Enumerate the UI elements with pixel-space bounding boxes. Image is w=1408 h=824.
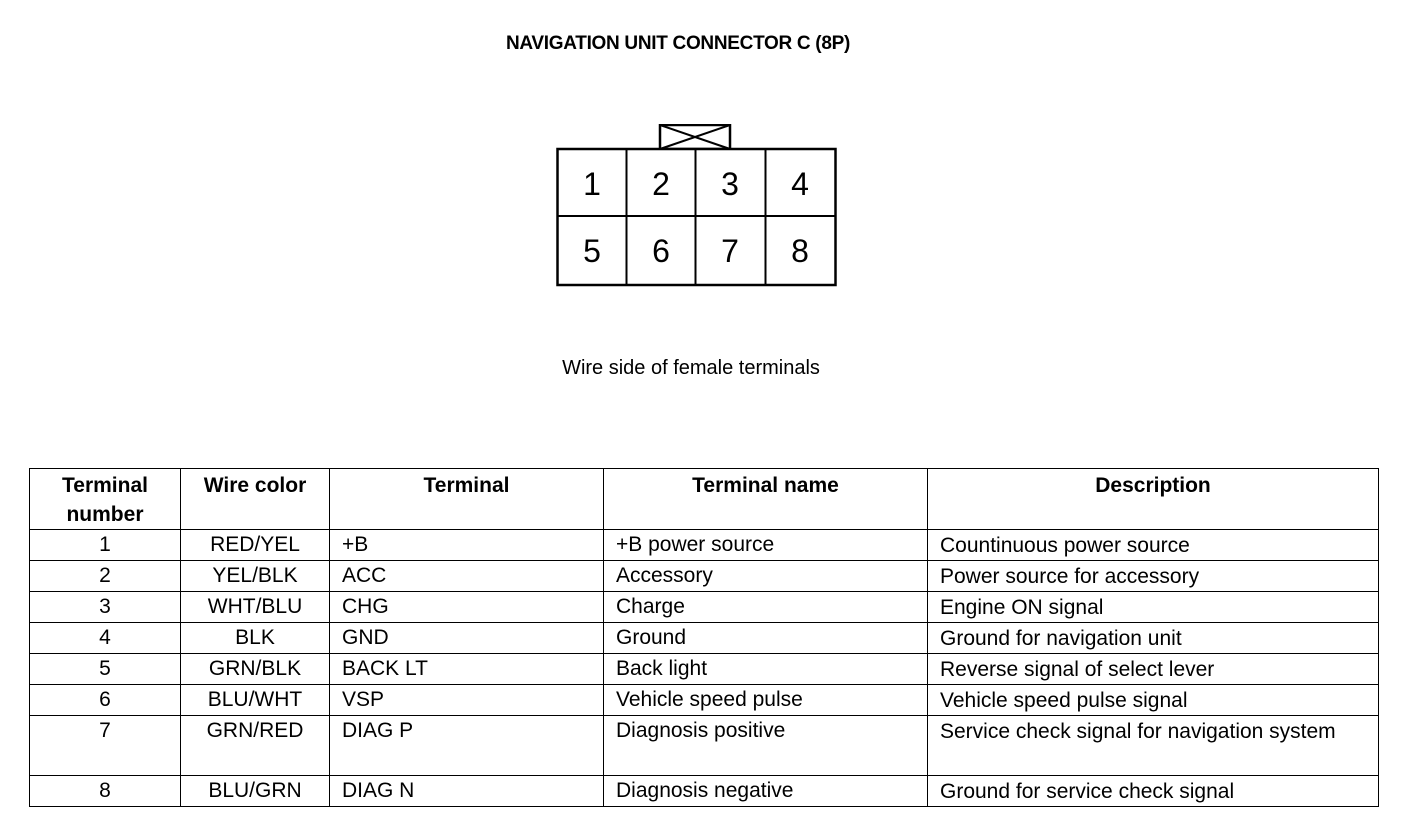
pin-8: 8 [791, 232, 809, 269]
table-row [30, 776, 1379, 807]
table-row [30, 592, 1379, 623]
cell-description: Service check signal for navigation system [928, 716, 1379, 776]
cell-number: 6 [30, 685, 181, 716]
cell-terminal-name: Ground [604, 623, 928, 654]
cell-description: Engine ON signal [928, 592, 1379, 623]
table-row [30, 623, 1379, 654]
cell-number: 3 [30, 592, 181, 623]
cell-wire-color: BLU/GRN [181, 776, 330, 807]
terminal-table [29, 468, 1379, 807]
header-description: Description [928, 469, 1379, 530]
cell-wire-color: YEL/BLK [181, 561, 330, 592]
cell-wire-color: RED/YEL [181, 530, 330, 561]
cell-terminal: BACK LT [330, 654, 604, 685]
cell-number: 5 [30, 654, 181, 685]
cell-terminal-name: Diagnosis positive [604, 716, 928, 776]
cell-terminal-name: +B power source [604, 530, 928, 561]
connector-caption: Wire side of female terminals [562, 357, 820, 379]
pin-6: 6 [652, 232, 670, 269]
page-title: NAVIGATION UNIT CONNECTOR C (8P) [505, 33, 850, 54]
cell-description: Power source for accessory [928, 561, 1379, 592]
cell-terminal-name: Vehicle speed pulse [604, 685, 928, 716]
cell-description: Vehicle speed pulse signal [928, 685, 1379, 716]
table-row [30, 685, 1379, 716]
cell-wire-color: GRN/RED [181, 716, 330, 776]
cell-number: 8 [30, 776, 181, 807]
connector-diagram [556, 124, 838, 288]
pin-1: 1 [583, 165, 601, 202]
pin-7: 7 [721, 232, 739, 269]
cell-wire-color: GRN/BLK [181, 654, 330, 685]
cell-terminal: CHG [330, 592, 604, 623]
cell-terminal-name: Accessory [604, 561, 928, 592]
pin-2: 2 [652, 165, 670, 202]
cell-wire-color: WHT/BLU [181, 592, 330, 623]
cell-description: Ground for service check signal [928, 776, 1379, 807]
cell-terminal: DIAG P [330, 716, 604, 776]
cell-terminal: ACC [330, 561, 604, 592]
header-terminal-name: Terminal name [604, 469, 928, 530]
cell-description: Ground for navigation unit [928, 623, 1379, 654]
cell-number: 4 [30, 623, 181, 654]
table-row [30, 654, 1379, 685]
table-row [30, 530, 1379, 561]
cell-terminal: DIAG N [330, 776, 604, 807]
cell-terminal: +B [330, 530, 604, 561]
pin-3: 3 [721, 165, 739, 202]
table-row [30, 561, 1379, 592]
cell-wire-color: BLK [181, 623, 330, 654]
header-terminal: Terminal [330, 469, 604, 530]
table-header-row [30, 469, 1379, 530]
table-row [30, 716, 1379, 776]
cell-description: Reverse signal of select lever [928, 654, 1379, 685]
cell-number: 7 [30, 716, 181, 776]
cell-terminal-name: Diagnosis negative [604, 776, 928, 807]
cell-number: 2 [30, 561, 181, 592]
cell-terminal: VSP [330, 685, 604, 716]
header-wire-color: Wire color [181, 469, 330, 530]
cell-terminal-name: Back light [604, 654, 928, 685]
cell-terminal-name: Charge [604, 592, 928, 623]
header-terminal-number: Terminal number [30, 469, 181, 530]
cell-number: 1 [30, 530, 181, 561]
cell-wire-color: BLU/WHT [181, 685, 330, 716]
pin-5: 5 [583, 232, 601, 269]
cell-terminal: GND [330, 623, 604, 654]
cell-description: Countinuous power source [928, 530, 1379, 561]
pin-4: 4 [791, 165, 809, 202]
